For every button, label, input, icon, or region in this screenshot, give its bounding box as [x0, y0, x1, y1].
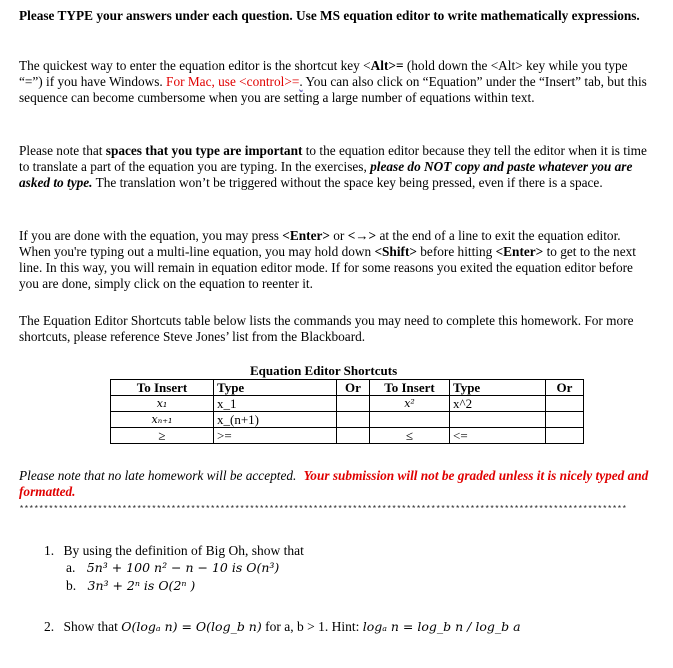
q1a-label: a.: [66, 560, 76, 575]
q1b-math: 3n³ + 2ⁿ is O(2ⁿ ): [87, 578, 196, 593]
table-cell: <=: [450, 428, 546, 444]
p2-a: Please note that: [19, 143, 106, 158]
header-cell: Or: [546, 380, 584, 396]
paragraph-spaces: [19, 143, 654, 191]
p3-d: to get to the next line. In this way, you will remain in equation editor mode. If for some reasons you exited the equation editor before you are done, simply click on the equation to reenter it.: [19, 244, 636, 291]
note-graded: Your submission will not be graded unless it is nicely typed and formatted.: [19, 468, 649, 499]
q1-text: By using the definition of Big Oh, show that: [63, 543, 304, 558]
header-text: Please TYPE your answers under each question. Use MS equation editor to write mathematically expressions.: [19, 8, 640, 23]
table-cell: ≤: [370, 428, 450, 444]
table-cell: [370, 412, 450, 428]
table-cell: [450, 412, 546, 428]
p2-bold: spaces that you type are important: [105, 143, 303, 158]
p1-c: You can also click on “Equation” under the “Insert” tab, but this sequence can become cumbersome when you are setting a large number of equations within text.: [19, 74, 647, 105]
header-instruction: [19, 8, 654, 24]
p1-mac-end: .: [299, 74, 303, 89]
header-cell: Type: [450, 380, 546, 396]
p3-or: or: [329, 228, 348, 243]
paragraph-exit: [19, 228, 654, 292]
q1-number: 1.: [44, 543, 55, 558]
q2-text-b: for a, b > 1. Hint:: [261, 619, 363, 634]
p3-arrow: <→>: [347, 228, 377, 243]
paragraph-table-intro: [19, 313, 654, 345]
p3-a: If you are done with the equation, you may press: [19, 228, 283, 243]
paragraph-shortcut: [19, 58, 654, 106]
table-cell: [546, 428, 584, 444]
table-cell: x²: [370, 396, 450, 412]
header-cell: To Insert: [370, 380, 450, 396]
p1-mac: For Mac, use <control>=: [166, 74, 300, 89]
question-2: [44, 619, 521, 635]
header-cell: To Insert: [111, 380, 214, 396]
p1-alt: Alt>=: [370, 58, 404, 73]
table-cell: [337, 396, 370, 412]
p3-c: before hitting: [416, 244, 496, 259]
table-row: [111, 412, 584, 428]
table-cell: ≥: [111, 428, 214, 444]
p3-enter2: <Enter>: [495, 244, 544, 259]
table-cell: x_(n+1): [214, 412, 337, 428]
p2-bi: please do NOT copy and paste whatever you are asked to type.: [19, 159, 633, 190]
shortcuts-table: [110, 379, 584, 444]
header-cell: Type: [214, 380, 337, 396]
table-header-row: [111, 380, 584, 396]
question-1b: [66, 578, 195, 594]
table-cell: [337, 428, 370, 444]
p3-enter: <Enter>: [282, 228, 330, 243]
table-cell: >=: [214, 428, 337, 444]
table-row: [111, 396, 584, 412]
q2-number: 2.: [44, 619, 55, 634]
p2-b: to the equation editor because they tell the editor when it is time to translate a part of the equation you are typing. In the exercises,: [19, 143, 647, 174]
question-1a: [66, 560, 279, 576]
p2-c: The translation won’t be triggered without the space key being pressed, even if there is a space.: [92, 175, 603, 190]
p1-a: The quickest way to enter the equation editor is the shortcut key <: [19, 58, 371, 73]
table-cell: xₙ₊₁: [111, 412, 214, 428]
q2-math-2: logₐ n = log_b n / log_b a: [362, 619, 521, 634]
header-cell: Or: [337, 380, 370, 396]
table-title: Equation Editor Shortcuts: [250, 363, 398, 378]
table-cell: x₁: [111, 396, 214, 412]
q1b-label: b.: [66, 578, 77, 593]
question-1: [44, 543, 304, 559]
table-cell: [546, 412, 584, 428]
p1-b: (hold down the <Alt> key while you type “=”) if you have Windows.: [19, 58, 628, 89]
table-row: [111, 428, 584, 444]
p4-text: The Equation Editor Shortcuts table below lists the commands you may need to complete this homework. For more shortcuts, please reference Steve Jones’ list from the Blackboard.: [19, 313, 634, 344]
late-homework-note: [19, 468, 654, 500]
table-cell: x^2: [450, 396, 546, 412]
q1a-math: 5n³ + 100 n² − n − 10 is O(n³): [86, 560, 280, 575]
note-late: Please note that no late homework will be accepted.: [19, 468, 297, 483]
table-cell: [546, 396, 584, 412]
q2-math-1: O(logₐ n) = O(log_b n): [121, 619, 262, 634]
separator-line: ****************************************************************************************************************************: [19, 504, 627, 514]
table-cell: x_1: [214, 396, 337, 412]
p3-b: at the end of a line to exit the equation editor. When you're typing out a multi-line equation, you may hold down: [19, 228, 621, 259]
q2-text-a: Show that: [63, 619, 122, 634]
p3-shift: <Shift>: [374, 244, 417, 259]
table-cell: [337, 412, 370, 428]
